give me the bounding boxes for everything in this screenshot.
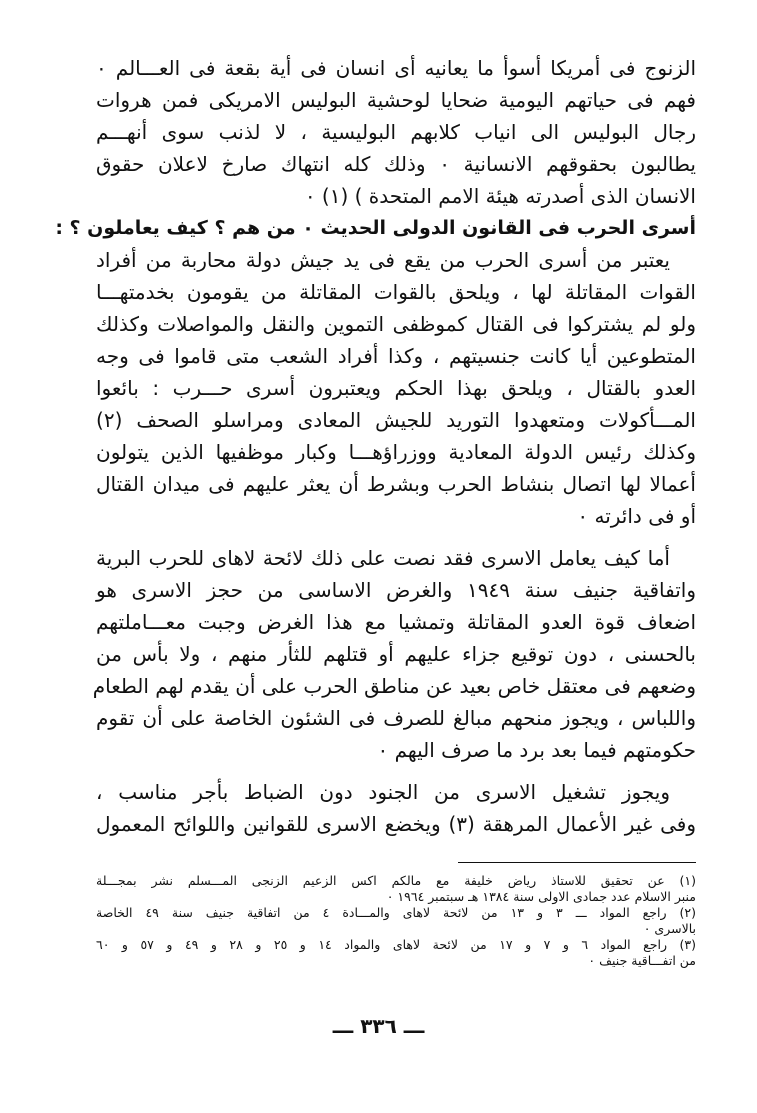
- paragraph-gap: [96, 766, 696, 776]
- text-line: يعتبر من أسرى الحرب من يقع فى يد جيش دولة محاربة من أفراد: [96, 248, 670, 272]
- text-line: أما كيف يعامل الاسرى فقد نصت على ذلك لائحة لاهاى للحرب البرية: [96, 546, 670, 570]
- paragraph-gap: [96, 532, 696, 542]
- footnote-3: [96, 937, 696, 969]
- footnotes: [96, 873, 696, 969]
- text-line: حكومتهم فيما بعد برد ما صرف اليهم ٠: [377, 738, 696, 762]
- footnote-divider: [458, 862, 696, 863]
- text-line: اضعاف قوة العدو المقاتلة وتمشيا مع هذا الغرض وجبت معـــاملتهم: [96, 610, 696, 634]
- text-line: واتفاقية جنيف سنة ١٩٤٩ والغرض الاساسى من حجز الاسرى هو: [96, 578, 696, 602]
- paragraph-malcolm-x-quote: [96, 52, 696, 212]
- paragraph-who-are-prisoners: [96, 244, 696, 532]
- footnote-line: (١) عن تحقيق للاستاذ رياض خليفة مع مالكم اكس الزعيم الزنجى المـــسلم نشر بمجـــلة: [96, 873, 696, 888]
- section-heading: أسرى الحرب فى القانون الدولى الحديث ٠ من هم ؟ كيف يعاملون ؟ :: [55, 217, 696, 239]
- text-line: فهم فى حياتهم اليومية ضحايا لوحشية البوليس الامريكى فمن هروات: [96, 88, 696, 112]
- text-line: العدو بالقتال ، ويلحق بهذا الحكم ويعتبرون أسرى حـــرب : بائعوا: [96, 376, 696, 400]
- footnote-line: (٣) راجع المواد ٦ و ٧ و ١٧ من لائحة لاهاى والمواد ١٤ و ٢٥ و ٢٨ و ٤٩ و ٥٧ و ٦٠: [96, 937, 697, 952]
- paragraph-treatment-of-prisoners: [92, 542, 696, 766]
- text-line: ويجوز تشغيل الاسرى من الجنود دون الضباط بأجر مناسب ،: [96, 780, 670, 804]
- footnote-line: (٢) راجع المواد ـــ ٣ و ١٣ من لائحة لاهاى والمـــادة ٤ من اتفاقية جنيف سنة ٤٩ الخاصة: [96, 905, 696, 920]
- text-line: يطالبون بحقوقهم الانسانية ٠ وذلك كله انتهاك صارخ لاعلان حقوق: [96, 152, 697, 176]
- text-line: ولو لم يشتركوا فى القتال كموظفى التموين والنقل والمواصلات وكذلك: [96, 312, 696, 336]
- footnote-line: بالاسرى ٠: [643, 921, 696, 936]
- text-line: القوات المقاتلة لها ، ويلحق بالقوات المقاتلة من يقومون بخدمتهـــا: [96, 280, 696, 304]
- text-line: بالحسنى ، دون توقيع جزاء عليهم أو قتلهم للثأر منهم ، ولا بأس من: [96, 642, 696, 666]
- footnote-1: [96, 873, 696, 905]
- text-line: المتطوعين أيا كانت جنسيتهم ، وكذا أفراد الشعب متى قاموا فى وجه: [96, 344, 696, 368]
- text-line: المـــأكولات ومتعهدوا التوريد للجيش المعادى ومراسلو الصحف (٢): [96, 408, 696, 432]
- footnote-2: [96, 905, 696, 937]
- text-line: وضعهم فى معتقل خاص بعيد عن مناطق الحرب على أن يقدم لهم الطعام: [92, 674, 696, 698]
- paragraph-prisoner-labor: [96, 776, 696, 840]
- text-line: رجال البوليس الى انياب كلابهم البوليسية ، لا لذنب سوى أنهـــم: [96, 120, 696, 144]
- page-body: [55, 52, 697, 840]
- text-line: الانسان الذى أصدرته هيئة الامم المتحدة ) (١) ٠: [304, 184, 696, 208]
- footnote-line: منبر الاسلام عدد جمادى الاولى سنة ١٣٨٤ هـ سبتمبر ١٩٦٤ ٠: [386, 889, 696, 904]
- text-line: وفى غير الأعمال المرهقة (٣) ويخضع الاسرى للقوانين واللوائح المعمول: [96, 812, 696, 836]
- text-line: وكذلك رئيس الدولة المعادية ووزراؤهـــا وكبار موظفيها الذين يتولون: [96, 440, 696, 464]
- text-line: أعمالا لها اتصال بنشاط الحرب وبشرط أن يعثر عليهم فى ميدان القتال: [96, 472, 696, 496]
- text-line: الزنوج فى أمريكا أسوأ ما يعانيه أى انسان فى أية بقعة فى العـــالم ٠: [96, 56, 696, 80]
- text-line: أو فى دائرته ٠: [577, 504, 696, 528]
- text-line: واللباس ، ويجوز منحهم مبالغ للصرف فى الشئون الخاصة على أن تقوم: [96, 706, 696, 730]
- page-number: ـــ ٣٣٦ ـــ: [332, 1014, 425, 1038]
- footnote-line: من اتفـــاقية جنيف ٠: [588, 953, 696, 968]
